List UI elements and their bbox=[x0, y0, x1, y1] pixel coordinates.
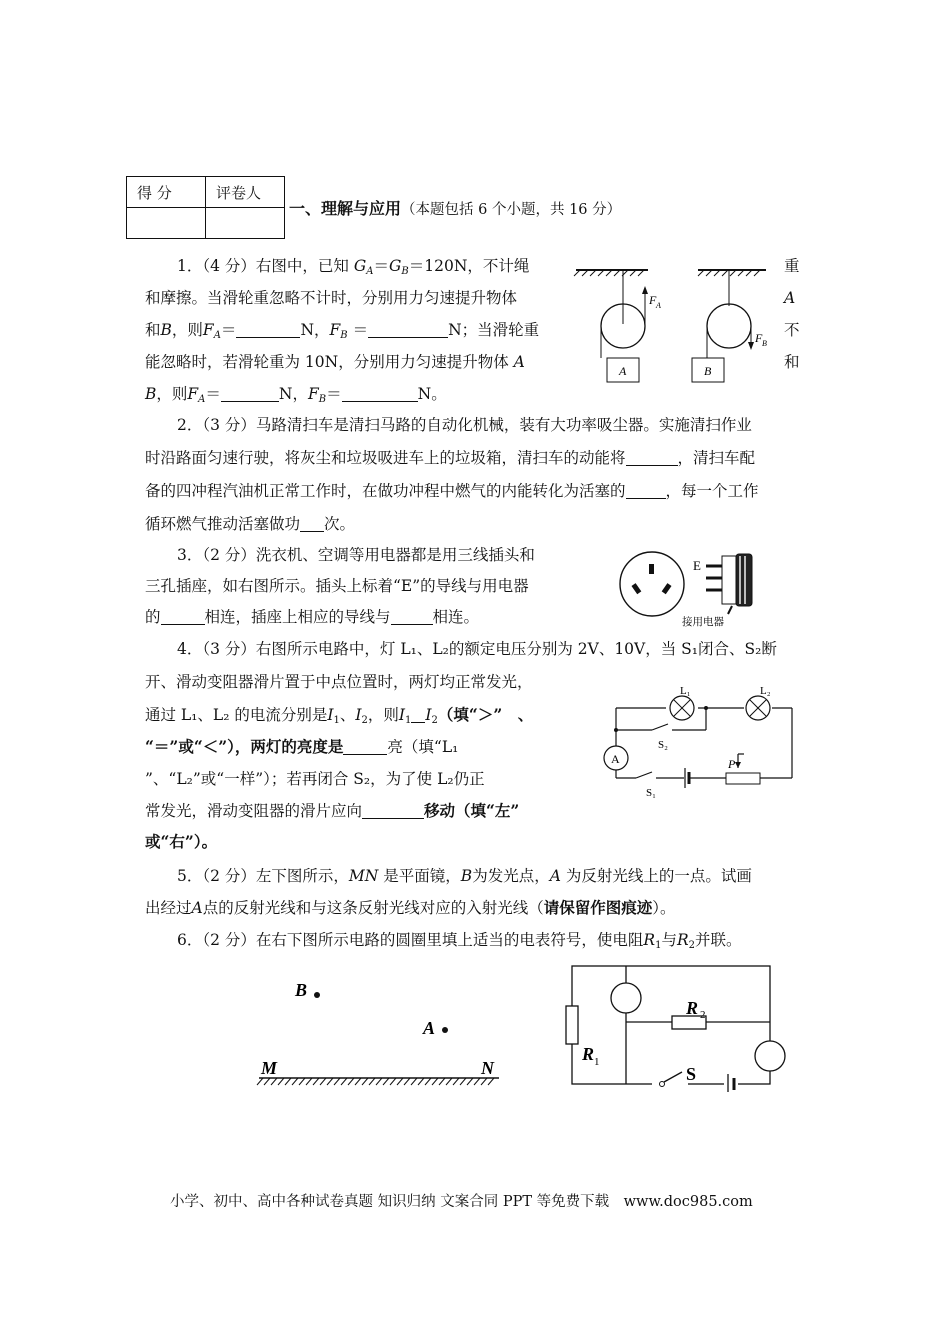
svg-text:A: A bbox=[611, 752, 620, 766]
mirror-hatch bbox=[446, 1078, 452, 1085]
mirror-hatch bbox=[369, 1078, 375, 1085]
svg-text:P: P bbox=[728, 757, 736, 771]
mirror-hatch bbox=[383, 1078, 389, 1085]
answer-blank-device[interactable] bbox=[161, 608, 205, 625]
plug bbox=[722, 556, 736, 604]
mirror-hatch bbox=[348, 1078, 354, 1085]
score-table bbox=[126, 176, 285, 239]
mirror-hatch bbox=[411, 1078, 417, 1085]
point-b-label: B bbox=[295, 980, 308, 1000]
mirror-hatch bbox=[320, 1078, 326, 1085]
mirror-hatch bbox=[488, 1078, 494, 1085]
mirror-hatch bbox=[341, 1078, 347, 1085]
answer-blank-times[interactable] bbox=[300, 515, 324, 532]
mirror-hatch bbox=[334, 1078, 340, 1085]
mirror-hatch bbox=[285, 1078, 291, 1085]
mirror-hatch bbox=[439, 1078, 445, 1085]
section-note: （本题包括 6 个小题，共 16 分） bbox=[401, 202, 622, 218]
pulley-figure bbox=[570, 262, 780, 392]
mirror-hatch bbox=[460, 1078, 466, 1085]
svg-text:B: B bbox=[704, 364, 712, 378]
svg-text:B: B bbox=[762, 339, 767, 348]
answer-blank-fb2[interactable] bbox=[342, 385, 418, 402]
mirror-hatch bbox=[299, 1078, 305, 1085]
answer-blank-kinetic[interactable] bbox=[626, 449, 678, 466]
point-b bbox=[314, 992, 320, 998]
answer-blank-brightness[interactable] bbox=[343, 738, 387, 755]
plug-socket-figure bbox=[612, 548, 812, 630]
section-title: 一、理解与应用 bbox=[289, 199, 402, 218]
point-a-label: A bbox=[423, 1018, 436, 1038]
svg-text:2: 2 bbox=[700, 1009, 706, 1021]
score-cell[interactable] bbox=[127, 208, 206, 239]
fa-label: F bbox=[649, 293, 657, 307]
answer-blank-fb1[interactable] bbox=[368, 321, 448, 338]
mirror-hatch bbox=[327, 1078, 333, 1085]
svg-text:R: R bbox=[582, 1044, 595, 1064]
answer-blank-socket[interactable] bbox=[391, 608, 433, 625]
mirror-figure bbox=[255, 968, 505, 1092]
svg-text:L₂: L₂ bbox=[760, 685, 771, 697]
circuit-figure-q6 bbox=[556, 962, 796, 1092]
socket bbox=[620, 552, 684, 616]
mirror-hatch bbox=[425, 1078, 431, 1085]
fb-label: F bbox=[755, 331, 763, 345]
e-label: E bbox=[693, 558, 701, 573]
section-heading bbox=[289, 199, 621, 220]
svg-text:L₁: L₁ bbox=[680, 685, 691, 697]
mirror-hatch bbox=[362, 1078, 368, 1085]
meter-circle-1[interactable] bbox=[611, 983, 641, 1013]
score-header: 得 分 bbox=[127, 177, 206, 208]
svg-text:N: N bbox=[481, 1058, 494, 1078]
plug-caption: 接用电器 bbox=[682, 617, 724, 628]
svg-text:S₁: S₁ bbox=[646, 787, 656, 799]
answer-blank-fa1[interactable] bbox=[236, 321, 300, 338]
grader-header: 评卷人 bbox=[206, 177, 285, 208]
point-a bbox=[442, 1027, 448, 1033]
mirror-hatch bbox=[271, 1078, 277, 1085]
footer-text: 小学、初中、高中各种试卷真题 知识归纳 文案合同 PPT 等免费下载 www.doc985.com bbox=[170, 1194, 753, 1210]
answer-blank-compare[interactable] bbox=[411, 706, 425, 723]
mirror-hatch bbox=[355, 1078, 361, 1085]
svg-text:S: S bbox=[686, 1064, 697, 1084]
answer-blank-fa2[interactable] bbox=[221, 385, 279, 402]
mirror-hatch bbox=[257, 1078, 263, 1085]
svg-text:1: 1 bbox=[594, 1056, 600, 1068]
svg-text:M: M bbox=[261, 1058, 278, 1078]
answer-blank-energy[interactable] bbox=[626, 482, 666, 499]
mirror-hatch bbox=[264, 1078, 270, 1085]
mirror-hatch bbox=[292, 1078, 298, 1085]
mirror-hatch bbox=[453, 1078, 459, 1085]
mirror-hatch bbox=[432, 1078, 438, 1085]
mirror-hatch bbox=[397, 1078, 403, 1085]
mirror-hatch bbox=[418, 1078, 424, 1085]
meter-circle-2[interactable] bbox=[755, 1041, 785, 1071]
mirror-hatch bbox=[390, 1078, 396, 1085]
svg-text:R: R bbox=[686, 998, 699, 1018]
mirror-hatch bbox=[376, 1078, 382, 1085]
svg-text:A: A bbox=[656, 301, 661, 310]
rheostat bbox=[726, 773, 760, 784]
mirror-hatch bbox=[404, 1078, 410, 1085]
mirror-hatch bbox=[481, 1078, 487, 1085]
mirror-hatch bbox=[313, 1078, 319, 1085]
svg-text:S₂: S₂ bbox=[658, 739, 668, 751]
mirror-hatch bbox=[306, 1078, 312, 1085]
svg-text:A: A bbox=[619, 364, 627, 378]
mirror-hatch bbox=[278, 1078, 284, 1085]
grader-cell[interactable] bbox=[206, 208, 285, 239]
mirror-hatch bbox=[467, 1078, 473, 1085]
pulley-b bbox=[707, 304, 751, 348]
mirror-hatch bbox=[474, 1078, 480, 1085]
circuit-figure-q4 bbox=[596, 682, 806, 800]
resistor-r1 bbox=[566, 1006, 578, 1044]
answer-blank-direction[interactable] bbox=[362, 802, 424, 819]
